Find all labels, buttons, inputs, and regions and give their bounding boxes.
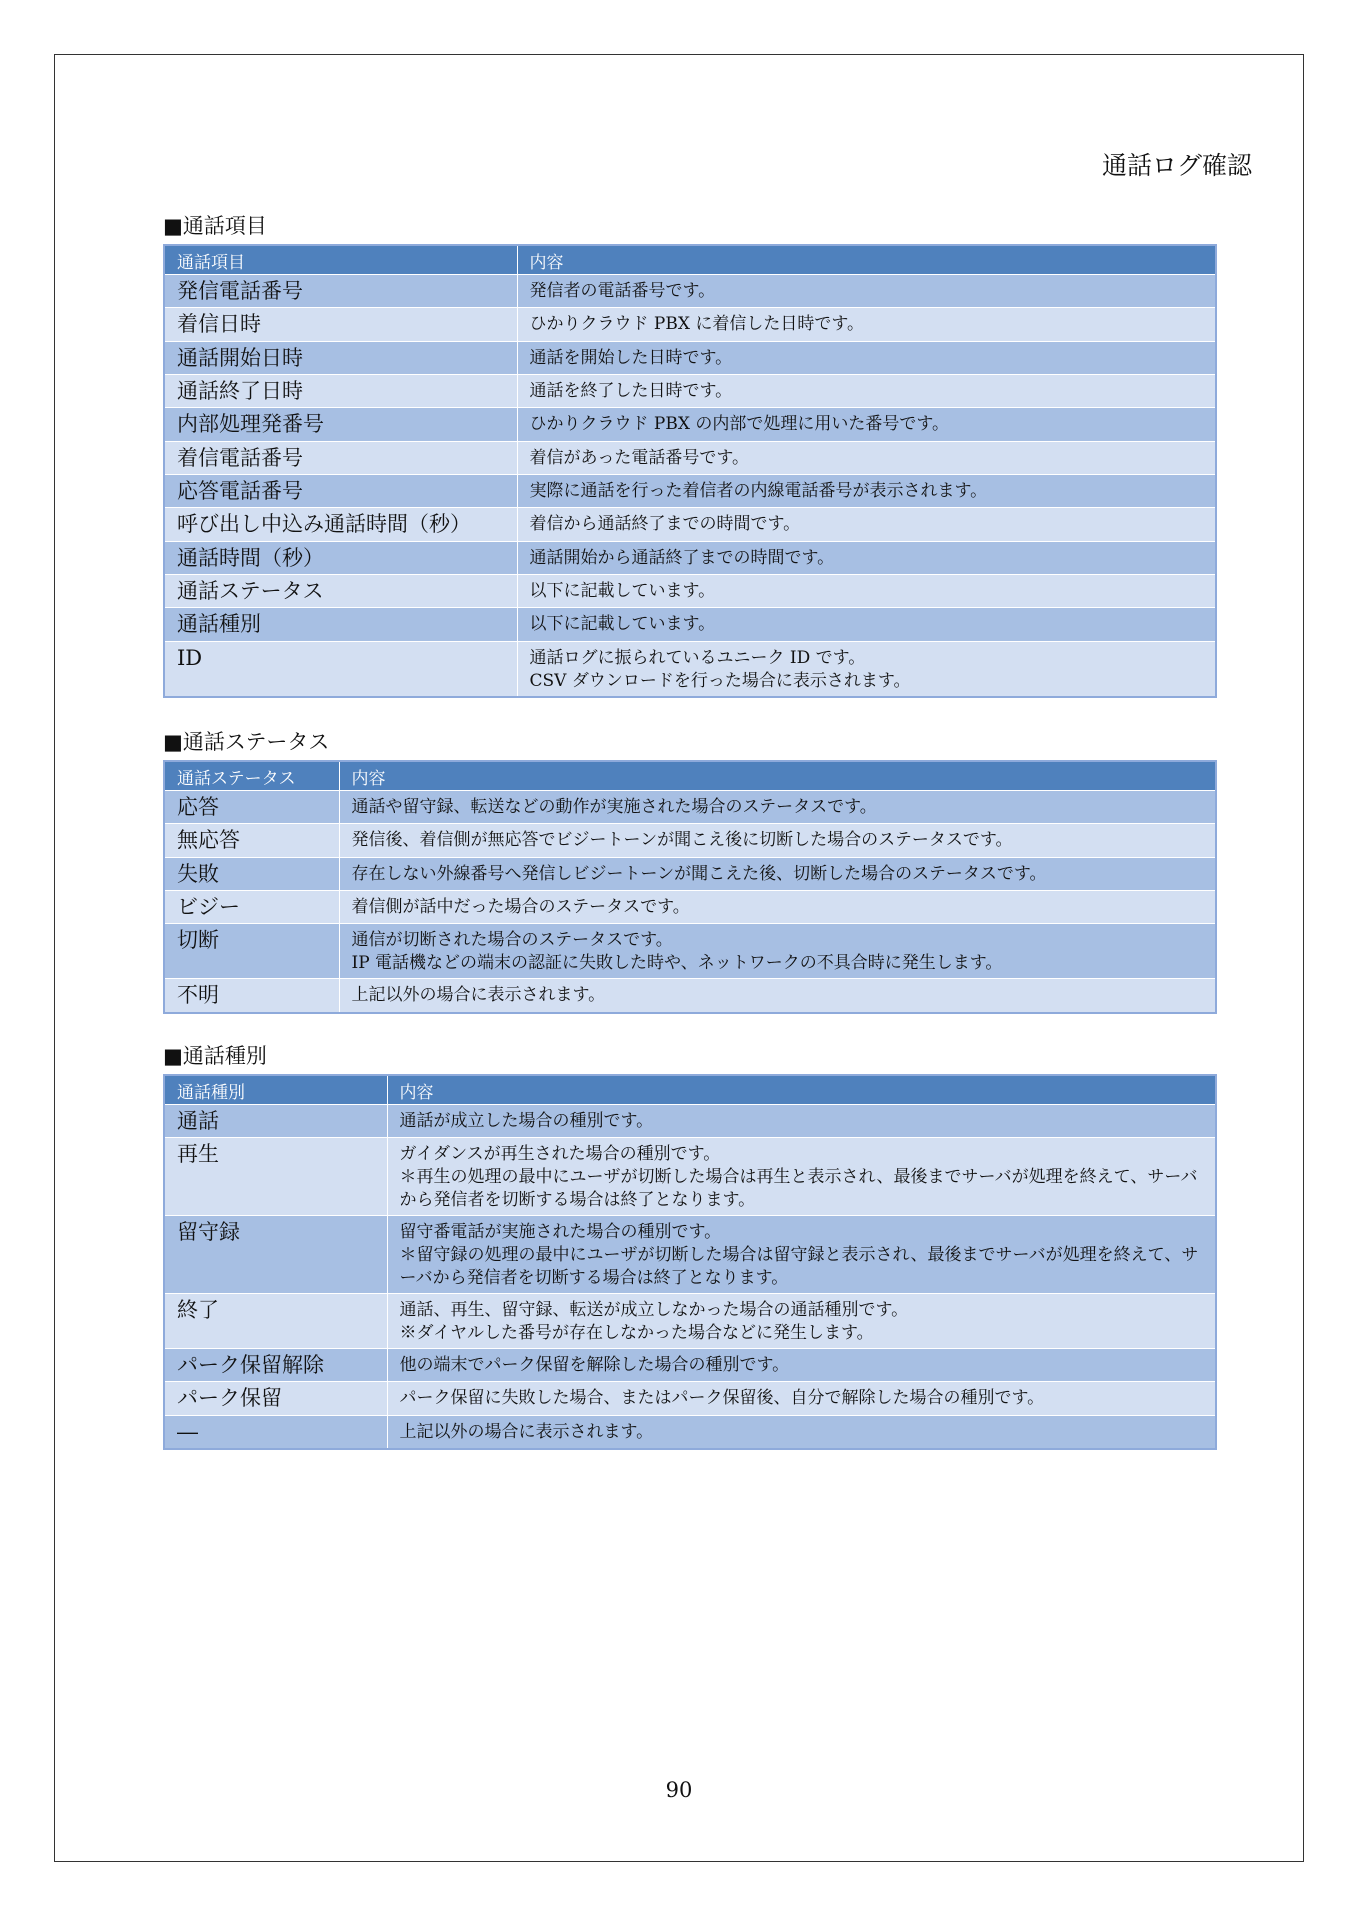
section-heading: ■通話種別 bbox=[163, 1044, 267, 1068]
description-line: ※ダイヤルした番号が存在しなかった場合などに発生します。 bbox=[399, 1322, 874, 1343]
table-row bbox=[164, 408, 1216, 441]
table-header-row bbox=[164, 245, 1216, 275]
call-types-table bbox=[163, 1074, 1217, 1450]
description-line: 以下に記載しています。 bbox=[529, 581, 716, 602]
description-line: ひかりクラウド PBX に着信した日時です。 bbox=[529, 314, 864, 335]
row-term: 通話 bbox=[164, 1105, 387, 1138]
table-row bbox=[164, 1216, 1216, 1294]
description-line: 他の端末でパーク保留を解除した場合の種別です。 bbox=[399, 1354, 790, 1375]
row-term: 失敗 bbox=[164, 857, 339, 890]
row-description bbox=[387, 1348, 1216, 1381]
table-row bbox=[164, 979, 1216, 1013]
description-line: 着信があった電話番号です。 bbox=[529, 447, 749, 468]
row-term: 再生 bbox=[164, 1138, 387, 1216]
description-line: 実際に通話を行った着信者の内線電話番号が表示されます。 bbox=[529, 481, 988, 502]
column-header: 通話ステータス bbox=[164, 761, 339, 791]
description-line: IP 電話機などの端末の認証に失敗した時や、ネットワークの不具合時に発生します。 bbox=[351, 953, 1003, 974]
page-number: 90 bbox=[665, 1778, 693, 1802]
description-line: ＊留守録の処理の最中にユーザが切断した場合は留守録と表示され、最後までサーバが処理を終えて、サーバから発信者を切断する場合は終了となります。 bbox=[399, 1245, 1199, 1289]
description-line: ＊再生の処理の最中にユーザが切断した場合は再生と表示され、最後までサーバが処理を終えて、サーバから発信者を切断する場合は終了となります。 bbox=[399, 1167, 1198, 1211]
description-line: 留守番電話が実施された場合の種別です。 bbox=[399, 1222, 722, 1243]
description-line: 通話、再生、留守録、転送が成立しなかった場合の通話種別です。 bbox=[399, 1299, 909, 1320]
section-heading: ■通話ステータス bbox=[163, 730, 330, 754]
row-description bbox=[517, 408, 1216, 441]
row-description bbox=[387, 1105, 1216, 1138]
description-line: 上記以外の場合に表示されます。 bbox=[351, 985, 606, 1006]
column-header: 通話項目 bbox=[164, 245, 517, 275]
description-line: 通話を開始した日時です。 bbox=[529, 347, 733, 368]
table-row bbox=[164, 275, 1216, 308]
row-term: ビジー bbox=[164, 891, 339, 924]
row-description bbox=[517, 641, 1216, 696]
description-line: パーク保留に失敗した場合、またはパーク保留後、自分で解除した場合の種別です。 bbox=[399, 1388, 1045, 1409]
row-description bbox=[387, 1216, 1216, 1294]
row-term: 通話開始日時 bbox=[164, 341, 517, 374]
row-description bbox=[517, 341, 1216, 374]
section-call-types bbox=[163, 1042, 1215, 1450]
table-row bbox=[164, 641, 1216, 696]
description-line: 発信者の電話番号です。 bbox=[529, 281, 716, 301]
column-header: 内容 bbox=[517, 245, 1216, 275]
row-description bbox=[387, 1415, 1216, 1449]
table-row bbox=[164, 508, 1216, 541]
description-line: 以下に記載しています。 bbox=[529, 614, 716, 635]
table-row bbox=[164, 924, 1216, 979]
table-row bbox=[164, 824, 1216, 857]
description-line: 発信後、着信側が無応答でビジートーンが聞こえ後に切断した場合のステータスです。 bbox=[351, 830, 1013, 851]
row-term: 終了 bbox=[164, 1293, 387, 1348]
row-term: 内部処理発番号 bbox=[164, 408, 517, 441]
table-row bbox=[164, 1382, 1216, 1415]
section-call-items bbox=[163, 212, 1215, 698]
table-row bbox=[164, 308, 1216, 341]
row-description bbox=[387, 1138, 1216, 1216]
table-row bbox=[164, 791, 1216, 824]
row-term: 留守録 bbox=[164, 1216, 387, 1294]
row-term: 切断 bbox=[164, 924, 339, 979]
description-line: 通話を終了した日時です。 bbox=[529, 381, 733, 402]
row-description bbox=[339, 979, 1216, 1013]
description-line: 着信側が話中だった場合のステータスです。 bbox=[351, 897, 690, 918]
description-line: CSV ダウンロードを行った場合に表示されます。 bbox=[529, 670, 911, 691]
row-description bbox=[517, 275, 1216, 308]
row-term: 通話種別 bbox=[164, 608, 517, 641]
table-row bbox=[164, 475, 1216, 508]
row-description bbox=[517, 608, 1216, 641]
row-term: 応答 bbox=[164, 791, 339, 824]
row-description bbox=[517, 375, 1216, 408]
table-row bbox=[164, 341, 1216, 374]
description-line: 通話ログに振られているユニーク ID です。 bbox=[529, 647, 866, 668]
table-row bbox=[164, 1105, 1216, 1138]
row-term: ID bbox=[164, 641, 517, 696]
description-line: 通話開始から通話終了までの時間です。 bbox=[529, 547, 835, 568]
description-line: 通信が切断された場合のステータスです。 bbox=[351, 930, 673, 951]
section-call-status bbox=[163, 728, 1215, 1014]
page-title: 通話ログ確認 bbox=[1101, 151, 1252, 180]
column-header: 内容 bbox=[387, 1075, 1216, 1105]
row-description bbox=[517, 575, 1216, 608]
row-term: 不明 bbox=[164, 979, 339, 1013]
section-heading: ■通話項目 bbox=[163, 214, 267, 238]
description-line: 通話や留守録、転送などの動作が実施された場合のステータスです。 bbox=[351, 797, 877, 817]
row-term: 着信日時 bbox=[164, 308, 517, 341]
row-description bbox=[517, 508, 1216, 541]
table-row bbox=[164, 541, 1216, 574]
row-term: 通話終了日時 bbox=[164, 375, 517, 408]
table-row bbox=[164, 375, 1216, 408]
description-line: ひかりクラウド PBX の内部で処理に用いた番号です。 bbox=[529, 414, 949, 435]
table-row bbox=[164, 441, 1216, 474]
row-term: 呼び出し中込み通話時間（秒） bbox=[164, 508, 517, 541]
description-line: 存在しない外線番号へ発信しビジートーンが聞こえた後、切断した場合のステータスです。 bbox=[351, 863, 1047, 884]
row-term: 着信電話番号 bbox=[164, 441, 517, 474]
row-description bbox=[517, 541, 1216, 574]
row-term: ― bbox=[164, 1415, 387, 1449]
column-header: 内容 bbox=[339, 761, 1216, 791]
row-description bbox=[339, 924, 1216, 979]
column-header: 通話種別 bbox=[164, 1075, 387, 1105]
row-description bbox=[387, 1382, 1216, 1415]
row-term: パーク保留 bbox=[164, 1382, 387, 1415]
row-description bbox=[339, 891, 1216, 924]
call-items-table bbox=[163, 244, 1217, 698]
row-description bbox=[339, 857, 1216, 890]
table-header-row bbox=[164, 761, 1216, 791]
table-row bbox=[164, 575, 1216, 608]
table-header-row bbox=[164, 1075, 1216, 1105]
row-term: 無応答 bbox=[164, 824, 339, 857]
table-row bbox=[164, 1415, 1216, 1449]
description-line: 通話が成立した場合の種別です。 bbox=[399, 1111, 654, 1131]
description-line: 上記以外の場合に表示されます。 bbox=[399, 1421, 654, 1442]
row-description bbox=[517, 475, 1216, 508]
row-description bbox=[387, 1293, 1216, 1348]
table-row bbox=[164, 1138, 1216, 1216]
row-term: 通話時間（秒） bbox=[164, 541, 517, 574]
row-description bbox=[339, 824, 1216, 857]
row-description bbox=[339, 791, 1216, 824]
row-term: 応答電話番号 bbox=[164, 475, 517, 508]
call-status-table bbox=[163, 760, 1217, 1014]
table-row bbox=[164, 1293, 1216, 1348]
description-line: ガイダンスが再生された場合の種別です。 bbox=[399, 1144, 721, 1165]
table-row bbox=[164, 857, 1216, 890]
row-term: 発信電話番号 bbox=[164, 275, 517, 308]
row-description bbox=[517, 308, 1216, 341]
row-description bbox=[517, 441, 1216, 474]
table-row bbox=[164, 608, 1216, 641]
row-term: 通話ステータス bbox=[164, 575, 517, 608]
description-line: 着信から通話終了までの時間です。 bbox=[529, 514, 801, 535]
table-row bbox=[164, 1348, 1216, 1381]
row-term: パーク保留解除 bbox=[164, 1348, 387, 1381]
table-row bbox=[164, 891, 1216, 924]
